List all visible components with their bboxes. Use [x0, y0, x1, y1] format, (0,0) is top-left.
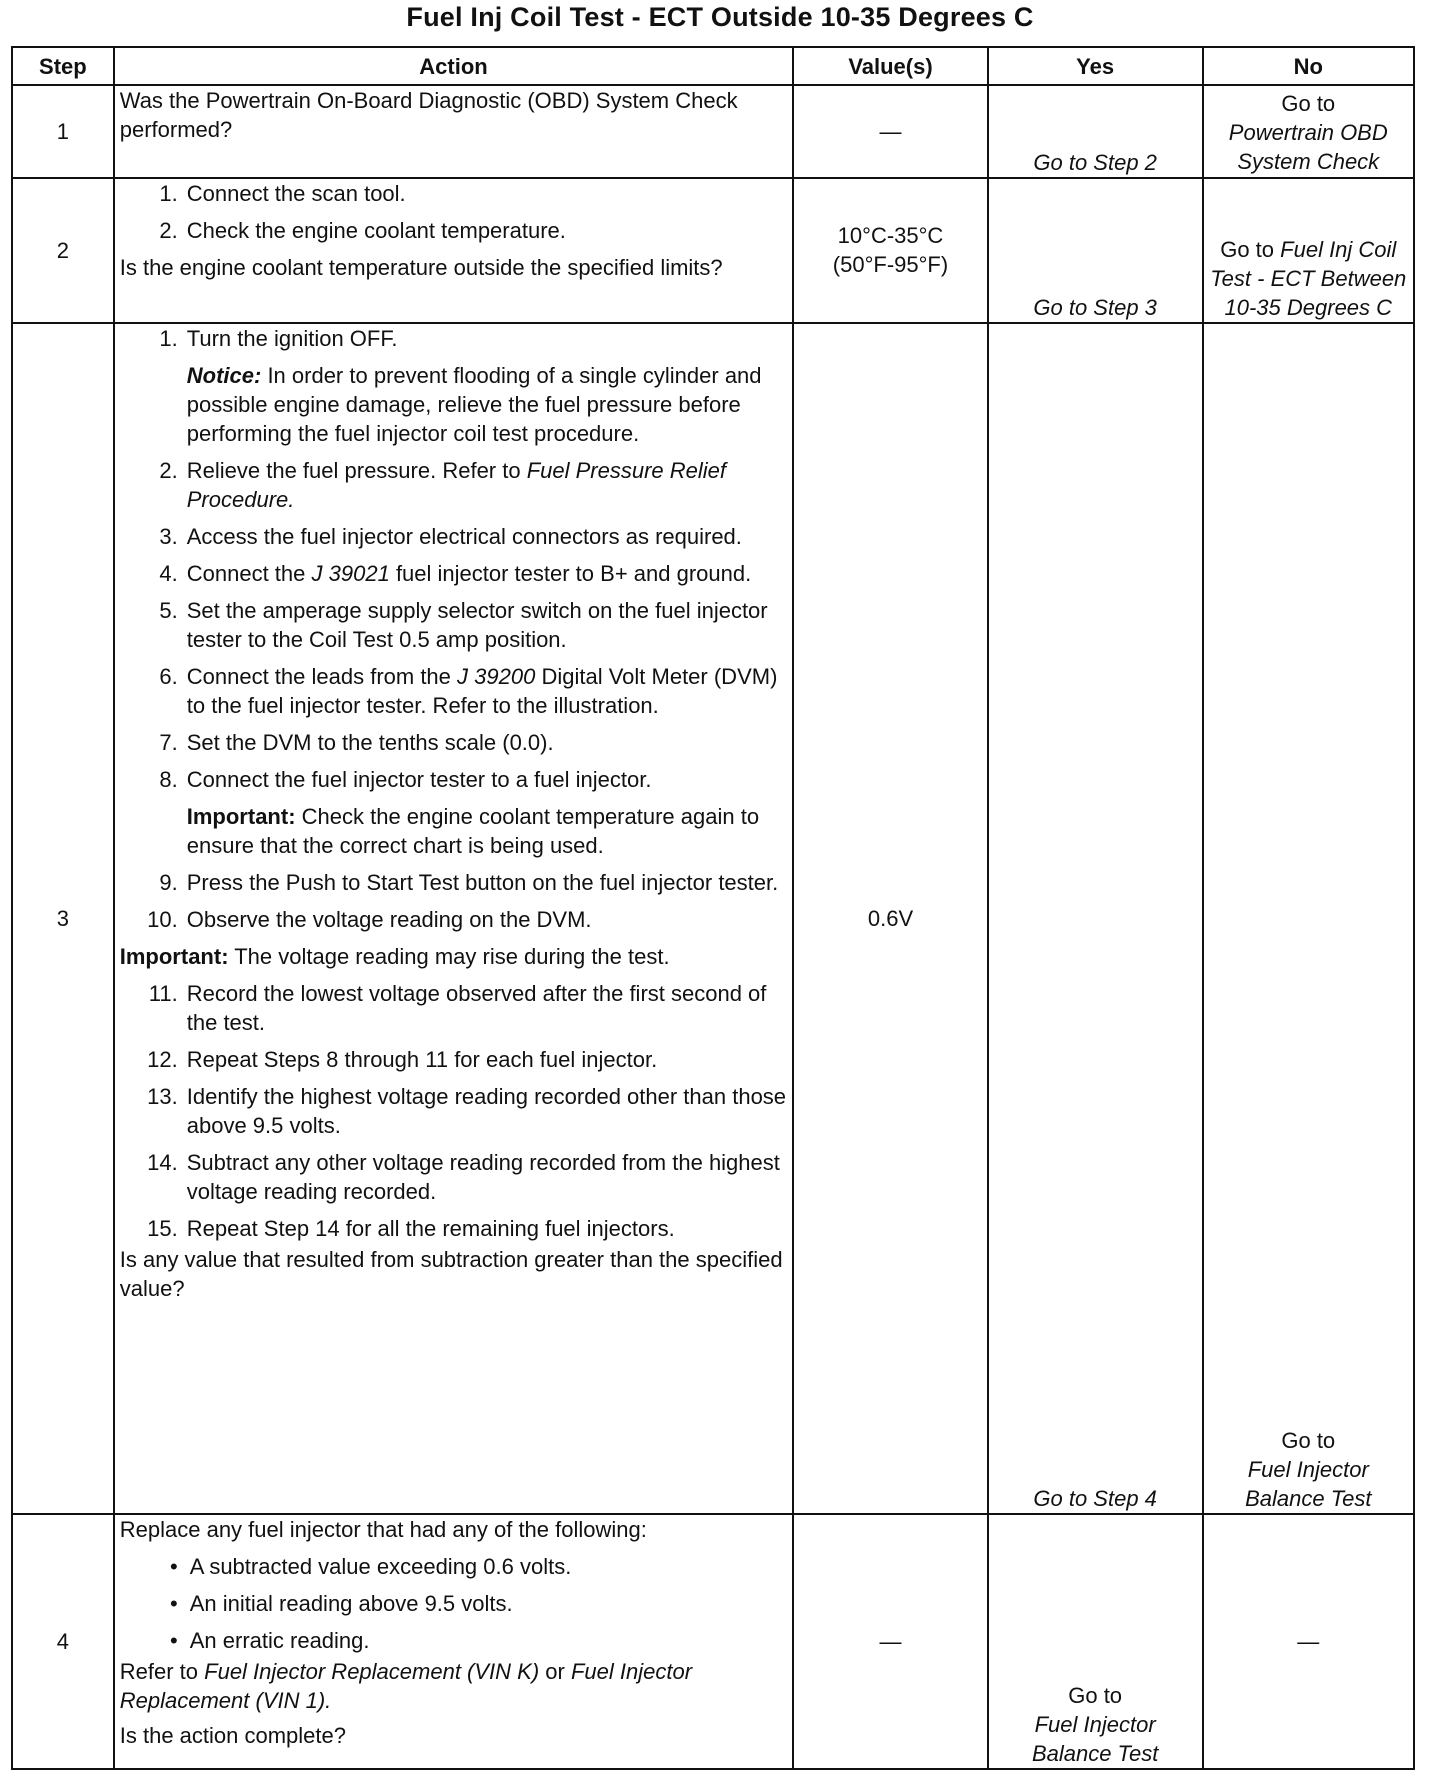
action-question: Is the engine coolant temperature outside the specified limits? — [119, 254, 723, 280]
list-item: 2. Check the engine coolant temperature. — [159, 217, 566, 243]
step-number: 1 — [12, 85, 114, 178]
no-goto-label: Go to — [1281, 1428, 1336, 1454]
step-number: 4 — [12, 1514, 114, 1769]
page-title: Fuel Inj Coil Test - ECT Outside 10-35 Degrees C — [406, 2, 1034, 32]
list-item: 2. Relieve the fuel pressure. Refer to Fuel Pressure Relief Procedure. — [159, 457, 727, 512]
header-no: No — [1203, 47, 1414, 85]
procedure-reference-link[interactable]: Fuel Pressure Relief Procedure. — [186, 457, 727, 512]
no-link[interactable]: Fuel Injector Balance Test — [1245, 1457, 1372, 1512]
action-cell — [114, 323, 794, 1515]
important-note: Important: The voltage reading may rise during the test. — [119, 943, 670, 969]
action-question: Is any value that resulted from subtraction greater than the specified value? — [119, 1246, 783, 1301]
header-values: Value(s) — [793, 47, 987, 85]
list-item: 7. Set the DVM to the tenths scale (0.0). — [159, 729, 554, 755]
no-cell — [1203, 323, 1414, 1515]
value-cell: — — [793, 85, 987, 178]
no-cell — [1203, 178, 1414, 323]
action-cell — [114, 178, 794, 323]
refer-text: Refer to Fuel Injector Replacement (VIN K) or Fuel Injector Replacement (VIN 1). — [119, 1659, 693, 1714]
yes-goto-label: Go to — [1068, 1683, 1123, 1708]
table-row — [12, 85, 1414, 178]
action-question: Is the action complete? — [119, 1723, 346, 1749]
header-yes: Yes — [988, 47, 1203, 85]
list-item: • An initial reading above 9.5 volts. — [170, 1591, 513, 1617]
list-item: • A subtracted value exceeding 0.6 volts. — [170, 1554, 572, 1580]
action-cell — [114, 1514, 794, 1769]
list-item: 6. Connect the leads from the J 39200 Digital Volt Meter (DVM) to the fuel injector tester. Refer to the illustration. — [159, 663, 778, 718]
replacement-reference-link[interactable]: Fuel Injector Replacement (VIN 1). — [119, 1659, 693, 1714]
list-item: 8. Connect the fuel injector tester to a fuel injector. — [159, 766, 652, 792]
list-item: 11. Record the lowest voltage observed after the first second of the test. — [148, 980, 767, 1035]
yes-cell — [988, 85, 1203, 178]
action-cell — [114, 85, 794, 178]
no-link[interactable]: Fuel Inj Coil Test - ECT Between 10-35 Degrees C — [1210, 236, 1407, 320]
diagnostic-table — [11, 46, 1415, 1770]
value-celsius: 10°C-35°C — [837, 223, 944, 249]
replacement-reference-link[interactable]: Fuel Injector Replacement (VIN K) — [204, 1659, 540, 1685]
value-cell: 0.6V — [793, 323, 987, 1515]
notice-note: Notice: In order to prevent flooding of a single cylinder and possible engine damage, relieve the fuel pressure before performing the fuel injector coil test procedure. — [186, 362, 762, 446]
tool-number: J 39021 — [311, 560, 390, 586]
yes-link[interactable]: Fuel Injector Balance Test — [1031, 1712, 1159, 1766]
step-number: 3 — [12, 323, 114, 1515]
list-item: 12. Repeat Steps 8 through 11 for each fuel injector. — [147, 1046, 658, 1072]
header-action: Action — [114, 47, 794, 85]
yes-cell — [988, 1514, 1203, 1769]
list-item: 3. Access the fuel injector electrical connectors as required. — [159, 523, 742, 549]
header-step: Step — [12, 47, 114, 85]
action-question: Was the Powertrain On-Board Diagnostic (OBD) System Check performed? — [119, 88, 738, 142]
yes-link[interactable]: Go to Step 2 — [1033, 149, 1157, 175]
table-header-row — [12, 47, 1414, 85]
list-item: 14. Subtract any other voltage reading recorded from the highest voltage reading recorded. — [147, 1149, 780, 1204]
no-cell — [1203, 85, 1414, 178]
value-cell — [793, 178, 987, 323]
yes-cell — [988, 323, 1203, 1515]
list-item: 13. Identify the highest voltage reading recorded other than those above 9.5 volts. — [147, 1083, 787, 1138]
list-item: 10. Observe the voltage reading on the DVM. — [147, 906, 592, 932]
list-item: 15. Repeat Step 14 for all the remaining fuel injectors. — [147, 1215, 675, 1241]
yes-link[interactable]: Go to Step 3 — [1033, 294, 1157, 320]
value-fahrenheit: (50°F-95°F) — [832, 252, 949, 278]
value-cell: — — [793, 1514, 987, 1769]
no-goto-label: Go to — [1281, 91, 1336, 116]
list-item: 1. Connect the scan tool. — [159, 180, 406, 206]
no-cell: — — [1203, 1514, 1414, 1769]
list-item: • An erratic reading. — [170, 1628, 370, 1654]
table-row — [12, 323, 1414, 1515]
no-link[interactable]: Powertrain OBD System Check — [1228, 120, 1388, 174]
table-row — [12, 1514, 1414, 1769]
important-note: Important: Check the engine coolant temperature again to ensure that the correct chart is being used. — [186, 803, 760, 858]
tool-number: J 39200 — [457, 663, 536, 689]
yes-cell — [988, 178, 1203, 323]
list-item: 4. Connect the J 39021 fuel injector tester to B+ and ground. — [159, 560, 752, 586]
list-item: 1. Turn the ignition OFF. — [159, 325, 398, 351]
yes-link[interactable]: Go to Step 4 — [1033, 1486, 1157, 1512]
list-item: 9. Press the Push to Start Test button on the fuel injector tester. — [159, 869, 779, 895]
no-goto-label: Go to — [1220, 236, 1275, 262]
action-intro: Replace any fuel injector that had any of the following: — [119, 1517, 647, 1543]
step-number: 2 — [12, 178, 114, 323]
table-row — [12, 178, 1414, 323]
list-item: 5. Set the amperage supply selector switch on the fuel injector tester to the Coil Test 0.5 amp position. — [159, 597, 768, 652]
